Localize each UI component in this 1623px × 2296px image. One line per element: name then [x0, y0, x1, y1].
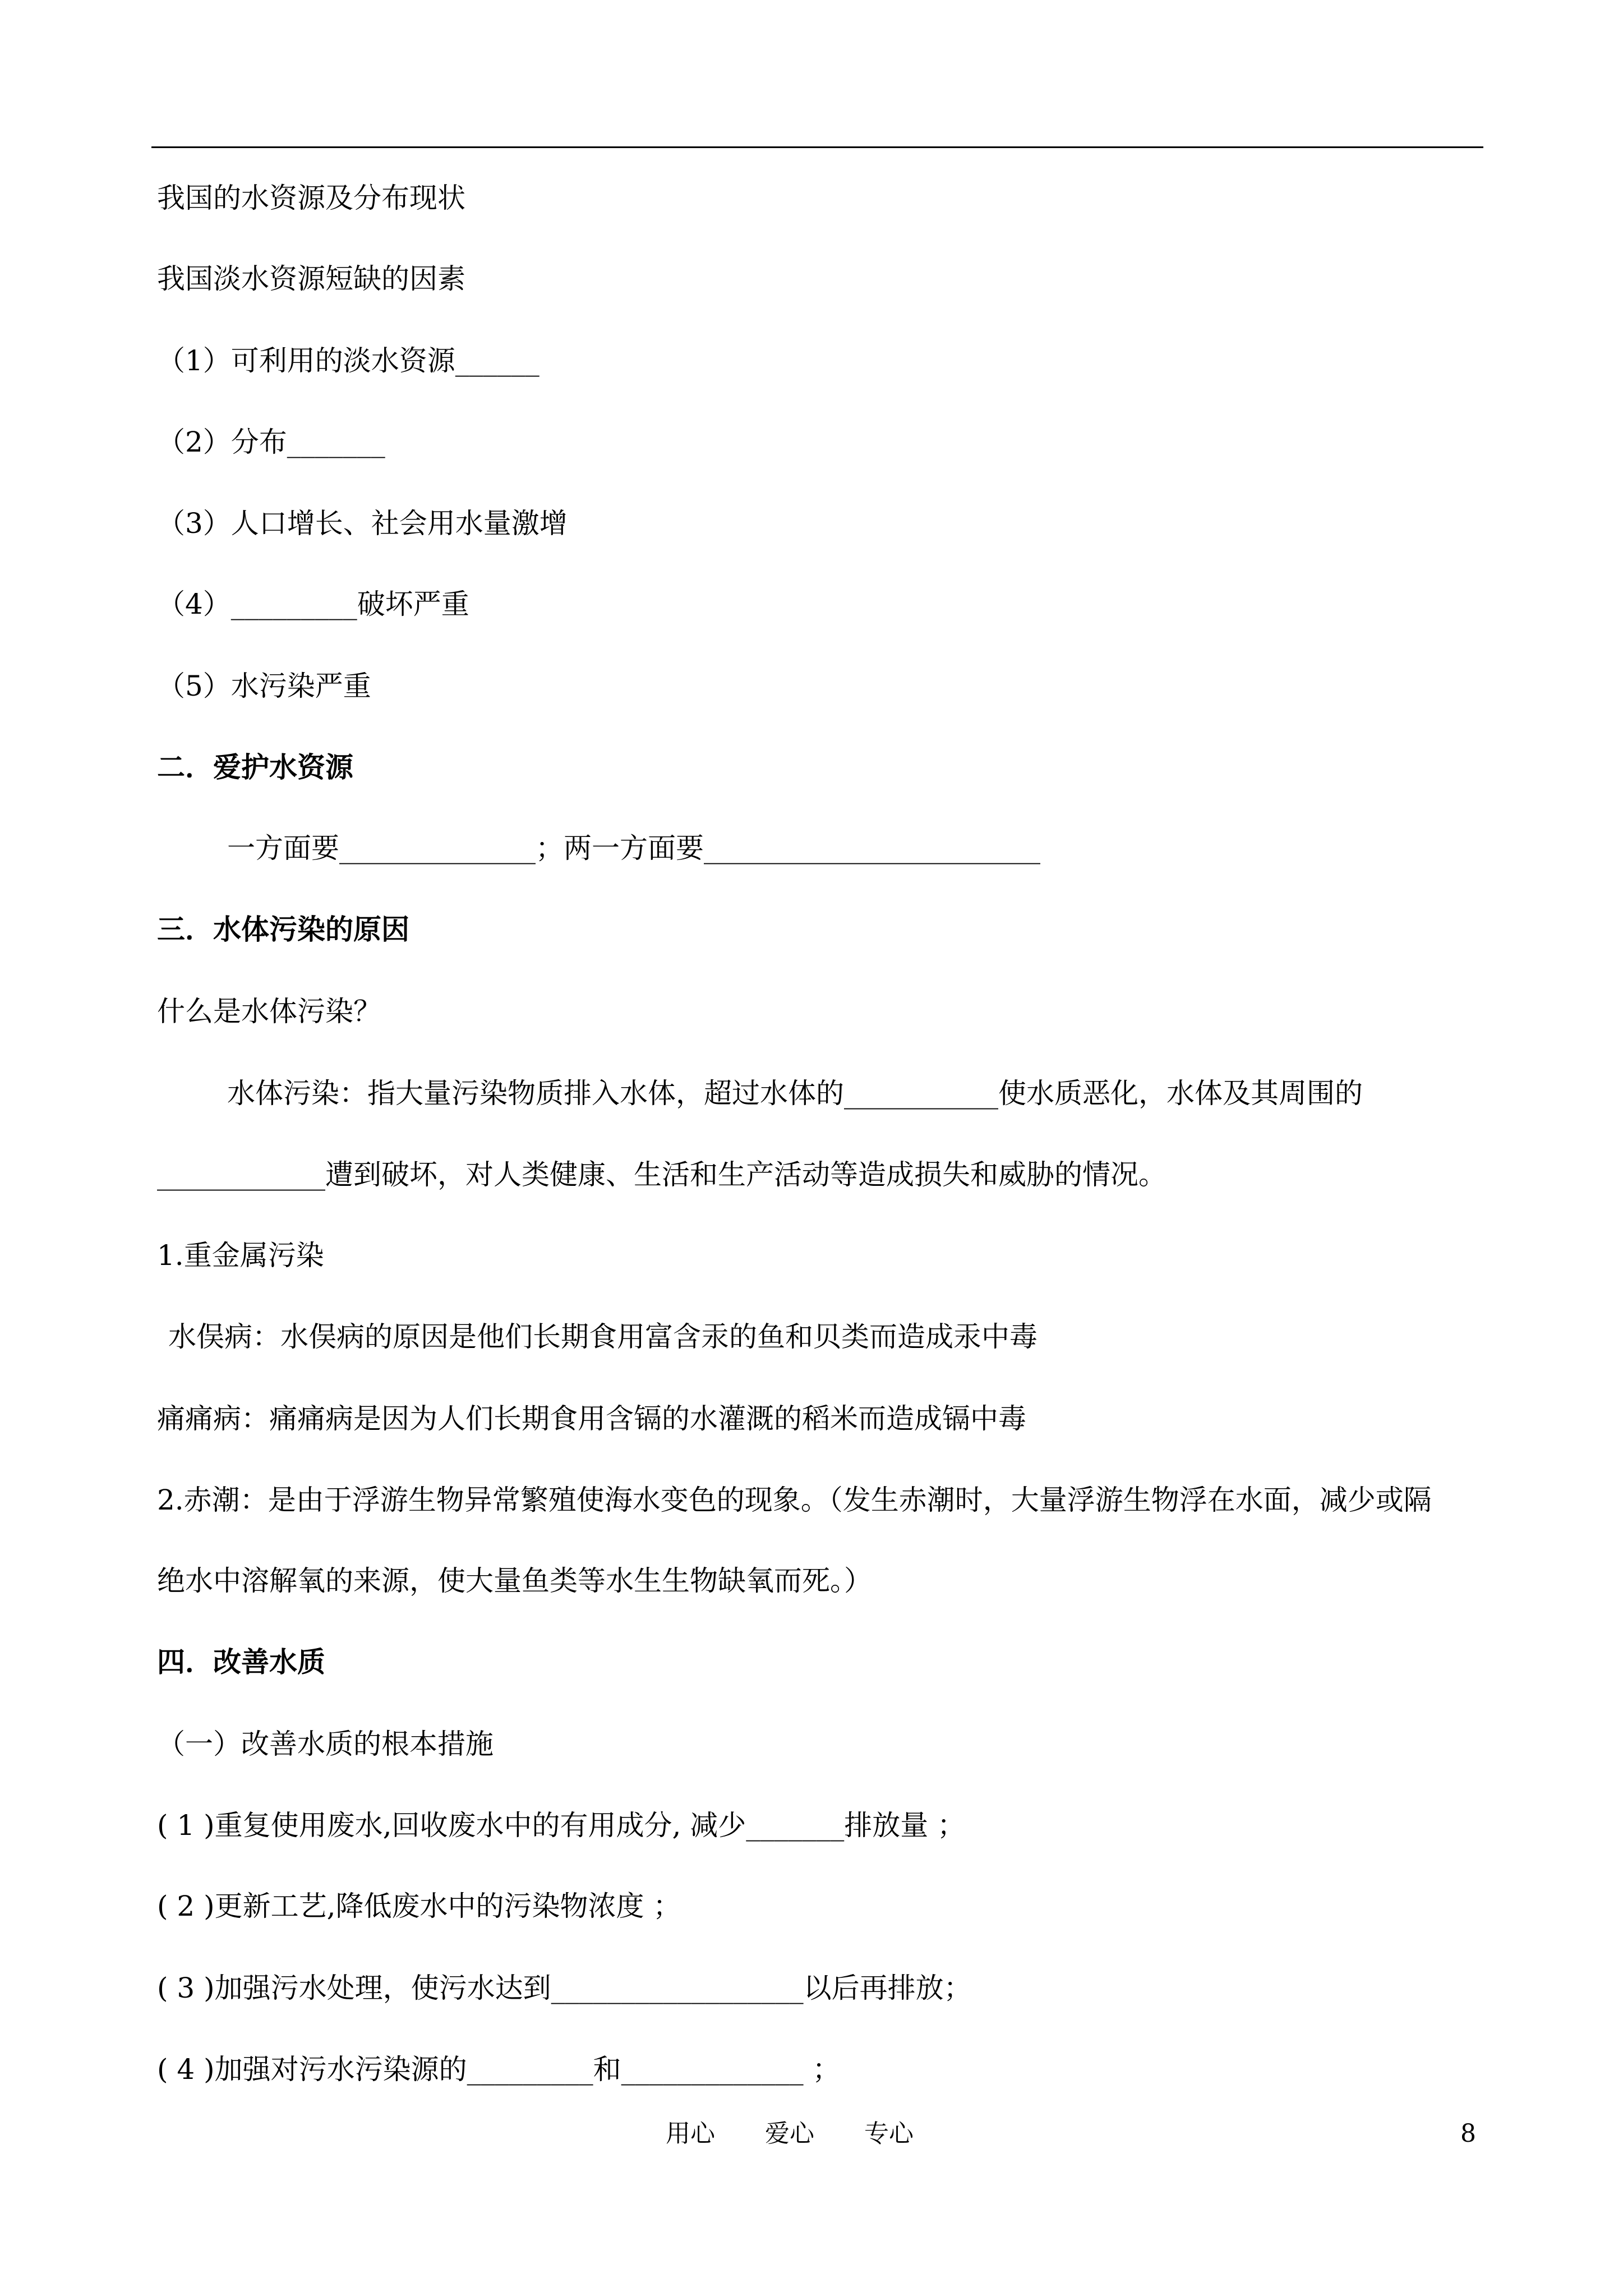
text-line: 什么是水体污染？: [157, 995, 381, 1028]
footer-motto: 用心: [666, 2119, 715, 2148]
text-line: 水俣病：水俣病的原因是他们长期食用富含汞的鱼和贝类而造成汞中毒: [168, 1320, 1038, 1353]
text-line: 我国的水资源及分布现状: [157, 182, 465, 214]
footer-motto: 专心: [864, 2119, 914, 2148]
list-item: （2）分布_______: [157, 426, 385, 458]
section-heading: 三．水体污染的原因: [157, 913, 409, 946]
list-item: （3）人口增长、社会用水量激增: [157, 507, 568, 540]
text-line: 我国淡水资源短缺的因素: [157, 263, 465, 295]
text-line: 痛痛病：痛痛病是因为人们长期食用含镉的水灌溉的稻米而造成镉中毒: [157, 1402, 1026, 1435]
text-line: ____________遭到破坏，对人类健康、生活和生产活动等造成损失和威胁的情况。: [157, 1158, 1166, 1191]
list-item: （5）水污染严重: [157, 670, 371, 702]
header-rule: [151, 146, 1483, 148]
list-item: （1）可利用的淡水资源______: [157, 344, 540, 377]
footer-motto: 爱心: [765, 2119, 814, 2148]
page-number: 8: [1460, 2119, 1476, 2148]
list-item: ( 4 )加强对污水污染源的_________和_____________ ；: [157, 2053, 841, 2086]
list-item: ( 1 )重复使用废水,回收废水中的有用成分, 减少_______排放量 ；: [157, 1809, 966, 1842]
text-line: 一方面要______________；两一方面要________________________: [227, 832, 1040, 864]
section-heading: 四．改善水质: [157, 1645, 325, 1678]
text-line: 2.赤潮：是由于浮游生物异常繁殖使海水变色的现象。（发生赤潮时，大量浮游生物浮在水面，减少或隔: [157, 1484, 1432, 1516]
list-item: （4）_________破坏严重: [157, 588, 469, 620]
text-line: 绝水中溶解氧的来源，使大量鱼类等水生生物缺氧而死。）: [157, 1565, 872, 1597]
list-item: ( 2 )更新工艺,降低废水中的污染物浓度 ；: [157, 1890, 681, 1922]
subheading: （一）改善水质的根本措施: [157, 1728, 494, 1760]
subheading: 1.重金属污染: [157, 1239, 324, 1272]
text-line: 水体污染：指大量污染物质排入水体，超过水体的___________使水质恶化，水体及其周围的: [227, 1077, 1363, 1110]
section-heading: 二．爱护水资源: [157, 751, 353, 784]
list-item: ( 3 )加强污水处理，使污水达到__________________以后再排放；: [157, 1972, 972, 2004]
